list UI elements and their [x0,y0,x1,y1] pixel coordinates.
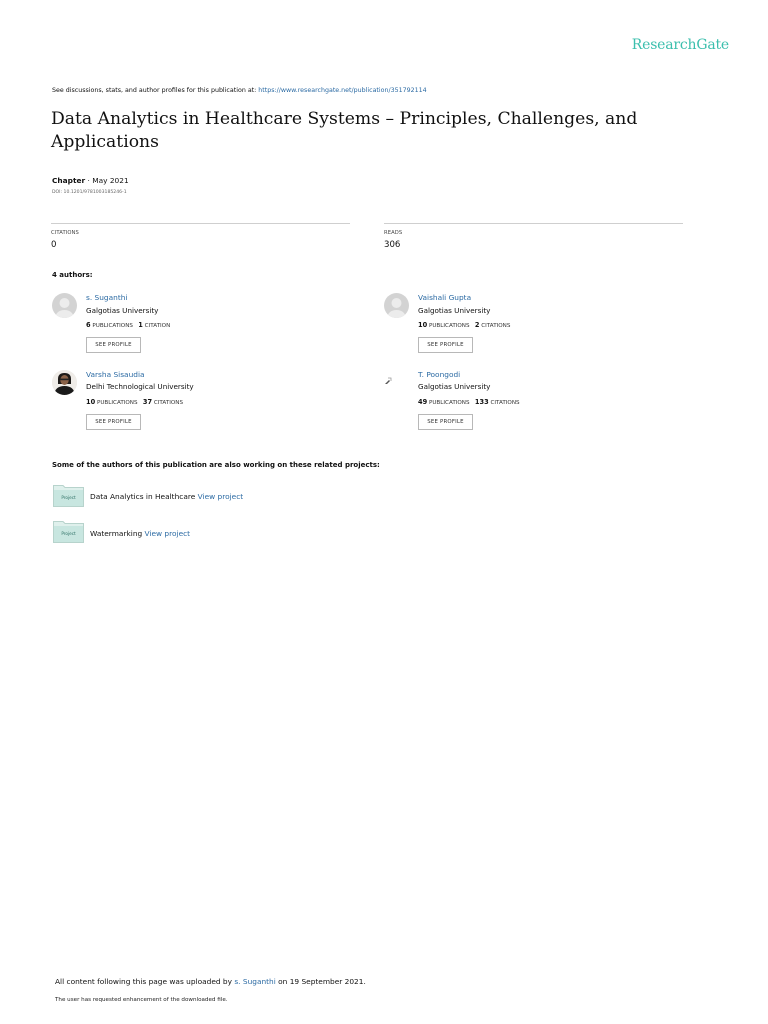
author-photo-avatar[interactable] [52,370,77,395]
publications-count: 6 [86,321,91,329]
view-project-link[interactable]: View project [144,529,191,538]
citations-divider [51,223,350,224]
doi-text[interactable]: DOI: 10.1201/9781003185246-1 [52,190,127,195]
view-project-link[interactable]: View project [197,492,244,501]
related-projects-heading: Some of the authors of this publication are also working on these related projects: [52,461,380,469]
see-profile-button[interactable]: SEE PROFILE [418,337,473,353]
publications-label: PUBLICATIONS [96,400,138,406]
author-name-link[interactable]: Varsha Sisaudia [86,370,145,379]
citations-count: 1 [138,321,143,329]
person-silhouette-icon [384,293,409,318]
author-stats [418,321,510,329]
project-item [90,529,190,538]
upload-prefix: All content following this page was uploaded by [55,977,235,986]
discussion-prefix: See discussions, stats, and author profiles for this publication at: [52,87,259,94]
publications-count: 10 [86,398,96,406]
project-icon-label: Project [61,495,76,500]
author-institution[interactable]: Delhi Technological University [86,382,194,391]
enhancement-note: The user has requested enhancement of the downloaded file. [55,997,228,1003]
citations-label: CITATIONS [490,400,520,406]
citations-count: 37 [142,398,153,406]
publication-url-link[interactable]: https://www.researchgate.net/publication/351792114 [258,87,427,94]
author-stats [86,398,183,406]
person-photo-icon [52,370,77,395]
upload-suffix: on 19 September 2021. [275,977,366,986]
citations-count: 2 [474,321,480,329]
broken-image-glyph [384,377,392,385]
project-name: Data Analytics in Healthcare [90,492,198,501]
publications-label: PUBLICATIONS [428,323,470,329]
publications-label: PUBLICATIONS [92,323,133,329]
author-institution[interactable]: Galgotias University [86,306,159,315]
project-folder-icon[interactable] [53,521,84,543]
publications-count: 49 [418,398,428,406]
author-institution[interactable]: Galgotias University [418,382,491,391]
citations-label: CITATIONS [51,230,79,236]
discussion-line [52,87,427,94]
person-silhouette-icon [52,293,77,318]
authors-heading: 4 authors: [52,271,93,279]
project-item [90,492,243,501]
author-name-link[interactable]: T. Poongodi [418,370,461,379]
uploader-link[interactable]: s. Suganthi [234,977,276,986]
publications-count: 10 [418,321,428,329]
author-institution[interactable]: Galgotias University [418,306,491,315]
author-name-link[interactable]: s. Suganthi [86,293,128,302]
reads-count: 306 [384,240,401,250]
citations-count: 0 [51,240,57,250]
project-folder-icon[interactable] [53,485,84,507]
author-name-link[interactable]: Vaishali Gupta [418,293,472,302]
publication-type: Chapter [52,176,86,185]
broken-image-icon[interactable] [384,370,392,378]
citations-label: CITATIONS [481,323,511,329]
citations-count: 133 [474,398,489,406]
publications-label: PUBLICATIONS [428,400,470,406]
publication-title: Data Analytics in Healthcare Systems – Principles, Challenges, and Applications [51,109,638,152]
reads-divider [384,223,683,224]
publication-date: · May 2021 [85,176,129,185]
see-profile-button[interactable]: SEE PROFILE [418,414,473,430]
see-profile-button[interactable]: SEE PROFILE [86,337,141,353]
project-name: Watermarking [90,529,145,538]
author-avatar-placeholder-icon[interactable] [384,293,409,318]
author-stats [418,398,520,406]
upload-note [55,977,366,986]
author-avatar-placeholder-icon[interactable] [52,293,77,318]
citations-label: CITATION [144,323,171,329]
author-stats [86,321,170,329]
citations-label: CITATIONS [153,400,183,406]
project-icon-label: Project [61,531,76,536]
publication-meta [52,176,129,185]
see-profile-button[interactable]: SEE PROFILE [86,414,141,430]
researchgate-logo[interactable]: ResearchGate [631,37,729,53]
reads-label: READS [384,230,403,236]
